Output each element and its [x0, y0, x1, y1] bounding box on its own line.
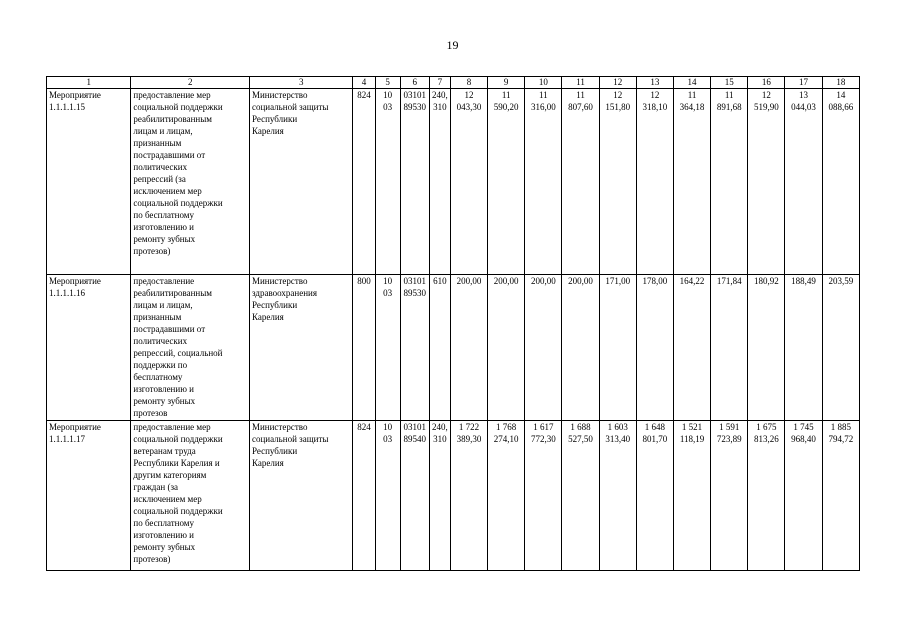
responsible-ministry: Министерство социальной защиты Республики Карелия — [249, 89, 353, 275]
code-cell: 03101 89540 — [400, 421, 429, 571]
amount-cell: 11 891,68 — [711, 89, 748, 275]
responsible-ministry: Министерство социальной защиты Республики Карелия — [249, 421, 353, 571]
amount-cell: 1 521 118,19 — [673, 421, 710, 571]
amount-cell: 200,00 — [488, 275, 525, 421]
code-cell: 03101 89530 — [400, 275, 429, 421]
code-cell: 800 — [353, 275, 375, 421]
col-header: 15 — [711, 77, 748, 89]
amount-cell: 14 088,66 — [822, 89, 859, 275]
col-header: 4 — [353, 77, 375, 89]
code-cell: 10 03 — [375, 89, 400, 275]
amount-cell: 1 675 813,26 — [748, 421, 785, 571]
code-cell: 03101 89530 — [400, 89, 429, 275]
col-header: 10 — [525, 77, 562, 89]
amount-cell: 1 768 274,10 — [488, 421, 525, 571]
responsible-ministry: Министерство здравоохранения Республики Карелия — [249, 275, 353, 421]
activity-name: Мероприятие 1.1.1.1.15 — [47, 89, 131, 275]
activity-description: предоставление реабилитированным лицам и лицам, признанным пострадавшими от политических репрессий, социальной поддержки по бесплатному изготовлению и ремонту зубных протезов — [131, 275, 250, 421]
activity-name: Мероприятие 1.1.1.1.17 — [47, 421, 131, 571]
amount-cell: 1 603 313,40 — [599, 421, 636, 571]
amount-cell: 1 688 527,50 — [562, 421, 599, 571]
col-header: 9 — [488, 77, 525, 89]
col-header: 17 — [785, 77, 822, 89]
amount-cell: 200,00 — [450, 275, 487, 421]
amount-cell: 171,00 — [599, 275, 636, 421]
header-row — [47, 77, 860, 89]
code-cell: 824 — [353, 89, 375, 275]
col-header: 3 — [249, 77, 353, 89]
table-row — [47, 89, 860, 275]
col-header: 13 — [636, 77, 673, 89]
table-row — [47, 421, 860, 571]
col-header: 14 — [673, 77, 710, 89]
amount-cell: 171,84 — [711, 275, 748, 421]
page-number: 19 — [446, 38, 459, 52]
col-header: 8 — [450, 77, 487, 89]
amount-cell: 200,00 — [525, 275, 562, 421]
amount-cell: 12 043,30 — [450, 89, 487, 275]
activity-description: предоставление мер социальной поддержки ветеранам труда Республики Карелия и другим категориям граждан (за исключением мер социальной поддержки по бесплатному изготовлению и ремонту зубных протезов) — [131, 421, 250, 571]
amount-cell: 12 151,80 — [599, 89, 636, 275]
amount-cell: 1 722 389,30 — [450, 421, 487, 571]
amount-cell: 200,00 — [562, 275, 599, 421]
amount-cell: 1 617 772,30 — [525, 421, 562, 571]
activity-description: предоставление мер социальной поддержки реабилитированным лицам и лицам, признанным пострадавшими от политических репрессий (за исключением мер социальной поддержки по бесплатному изготовлению и ремонту зубных протезов) — [131, 89, 250, 275]
col-header: 18 — [822, 77, 859, 89]
code-cell: 240, 310 — [429, 421, 450, 571]
amount-cell: 1 648 801,70 — [636, 421, 673, 571]
amount-cell: 164,22 — [673, 275, 710, 421]
amount-cell: 203,59 — [822, 275, 859, 421]
amount-cell: 11 364,18 — [673, 89, 710, 275]
col-header: 16 — [748, 77, 785, 89]
col-header: 1 — [47, 77, 131, 89]
code-cell: 610 — [429, 275, 450, 421]
amount-cell: 12 318,10 — [636, 89, 673, 275]
amount-cell: 11 807,60 — [562, 89, 599, 275]
col-header: 12 — [599, 77, 636, 89]
amount-cell: 12 519,90 — [748, 89, 785, 275]
amount-cell: 188,49 — [785, 275, 822, 421]
col-header: 7 — [429, 77, 450, 89]
amount-cell: 11 316,00 — [525, 89, 562, 275]
amount-cell: 178,00 — [636, 275, 673, 421]
code-cell: 824 — [353, 421, 375, 571]
budget-table — [46, 76, 860, 571]
amount-cell: 1 591 723,89 — [711, 421, 748, 571]
col-header: 6 — [400, 77, 429, 89]
amount-cell: 180,92 — [748, 275, 785, 421]
code-cell: 10 03 — [375, 421, 400, 571]
table-row — [47, 275, 860, 421]
amount-cell: 1 745 968,40 — [785, 421, 822, 571]
amount-cell: 13 044,03 — [785, 89, 822, 275]
amount-cell: 1 885 794,72 — [822, 421, 859, 571]
col-header: 5 — [375, 77, 400, 89]
amount-cell: 11 590,20 — [488, 89, 525, 275]
code-cell: 10 03 — [375, 275, 400, 421]
col-header: 2 — [131, 77, 250, 89]
col-header: 11 — [562, 77, 599, 89]
activity-name: Мероприятие 1.1.1.1.16 — [47, 275, 131, 421]
code-cell: 240, 310 — [429, 89, 450, 275]
